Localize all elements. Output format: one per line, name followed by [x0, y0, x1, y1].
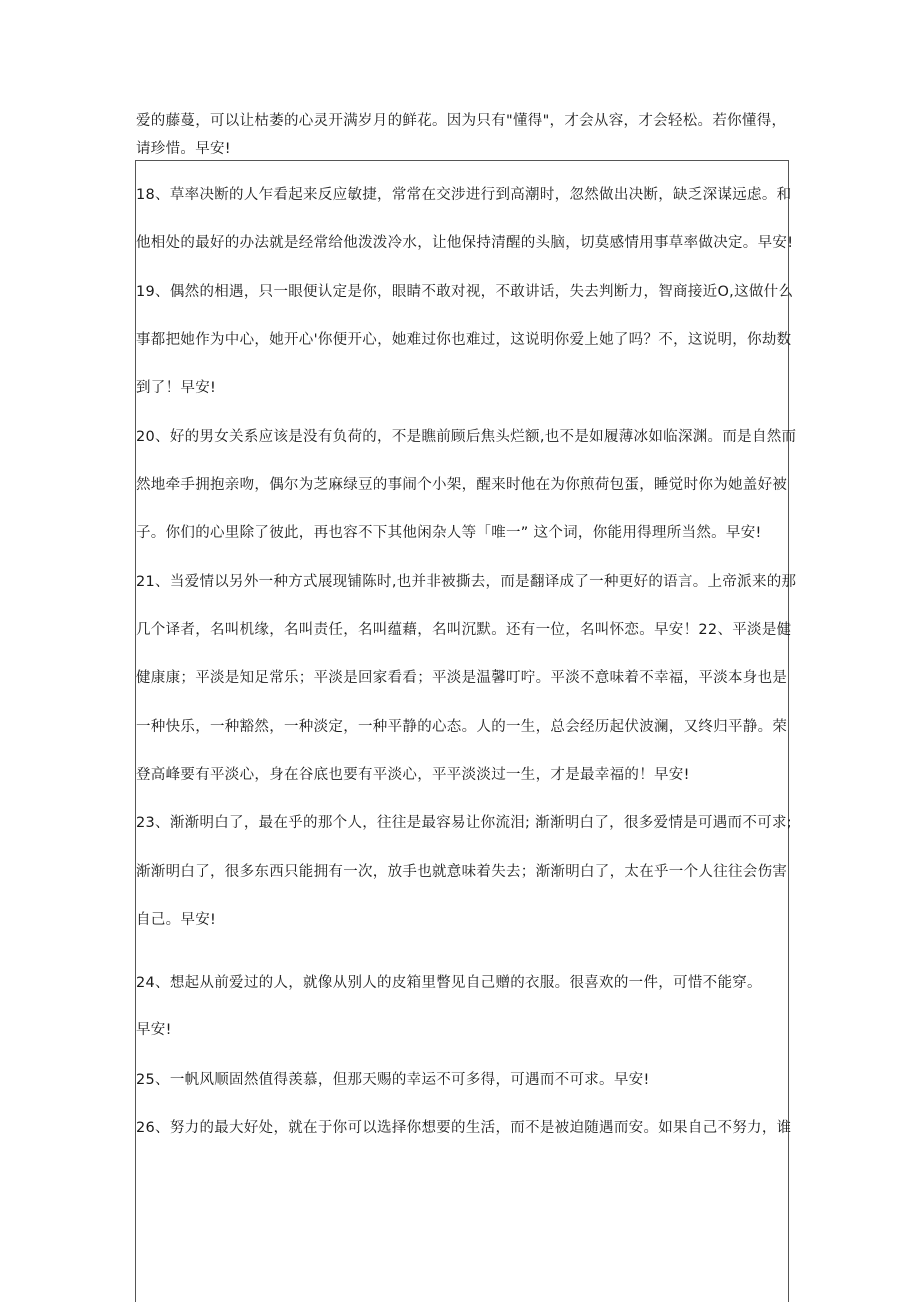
text-line: 健康康；平淡是知足常乐；平淡是回家看看；平淡是温馨叮咛。平淡不意味着不幸福，平淡本身也是: [136, 670, 788, 686]
text-line: 18、草率决断的人乍看起来反应敏捷，常常在交涉进行到高潮时，忽然做出决断，缺乏深谋远虑。和: [136, 187, 792, 203]
text-line: 21、当爱情以另外一种方式展现铺陈时,也并非被撕去，而是翻译成了一种更好的语言。上帝派来的那: [136, 574, 797, 590]
text-line: 一种快乐，一种豁然，一种淡定，一种平静的心态。人的一生，总会经历起伏波澜，又终归平静。荣: [136, 719, 788, 735]
text-line: 子。你们的心里除了彼此，再也容不下其他闲杂人等「唯一” 这个词，你能用得理所当然。早安!: [136, 525, 762, 541]
text-line: 19、偶然的相遇，只一眼便认定是你，眼睛不敢对视，不敢讲话，失去判断力，智商接近O,这做什么: [136, 284, 794, 300]
text-line: 自己。早安!: [136, 912, 217, 928]
text-line: 然地牵手拥抱亲吻，偶尔为芝麻绿豆的事闹个小架，醒来时他在为你煎荷包蛋，睡觉时你为她盖好被: [136, 477, 788, 493]
text-line: 早安!: [136, 1022, 172, 1038]
text-line: 24、想起从前爱过的人，就像从别人的皮箱里瞥见自己赠的衣服。很喜欢的一件，可惜不能穿。: [136, 975, 762, 991]
text-line: 20、好的男女关系应该是没有负荷的，不是瞧前顾后焦头烂额,也不是如履薄冰如临深渊。而是自然而: [136, 429, 797, 445]
text-line: 几个译者，名叫机缘，名叫责任，名叫蕴藉，名叫沉默。还有一位，名叫怀恋。早安！22、平淡是健: [136, 622, 792, 638]
text-line: 登高峰要有平淡心，身在谷底也要有平淡心，平平淡淡过一生，才是最幸福的！早安!: [136, 767, 690, 783]
text-line: 到了！早安!: [136, 380, 217, 396]
text-line: 23、渐渐明白了，最在乎的那个人，往往是最容易让你流泪; 渐渐明白了，很多爱情是可遇而不可求;: [136, 815, 792, 831]
intro-line-2: 请珍惜。早安!: [136, 141, 231, 157]
text-line: 渐渐明白了，很多东西只能拥有一次，放手也就意味着失去；渐渐明白了，太在乎一个人往往会伤害: [136, 864, 788, 880]
text-line: 26、努力的最大好处，就在于你可以选择你想要的生活，而不是被迫随遇而安。如果自己不努力，谁: [136, 1120, 792, 1136]
text-line: 事都把她作为中心，她开心'你便开心，她难过你也难过，这说明你爱上她了吗？不，这说明，你劫数: [136, 332, 792, 348]
text-line: 他相处的最好的办法就是经常给他泼泼冷水，让他保持清醒的头脑，切莫感情用事草率做决定。早安!: [136, 235, 794, 251]
text-line: 25、一帆风顺固然值得羡慕，但那天赐的幸运不可多得，可遇而不可求。早安!: [136, 1072, 650, 1088]
intro-line-1: 爱的藤蔓，可以让枯萎的心灵开满岁月的鲜花。因为只有"懂得"，才会从容，才会轻松。若你懂得，: [136, 113, 787, 129]
